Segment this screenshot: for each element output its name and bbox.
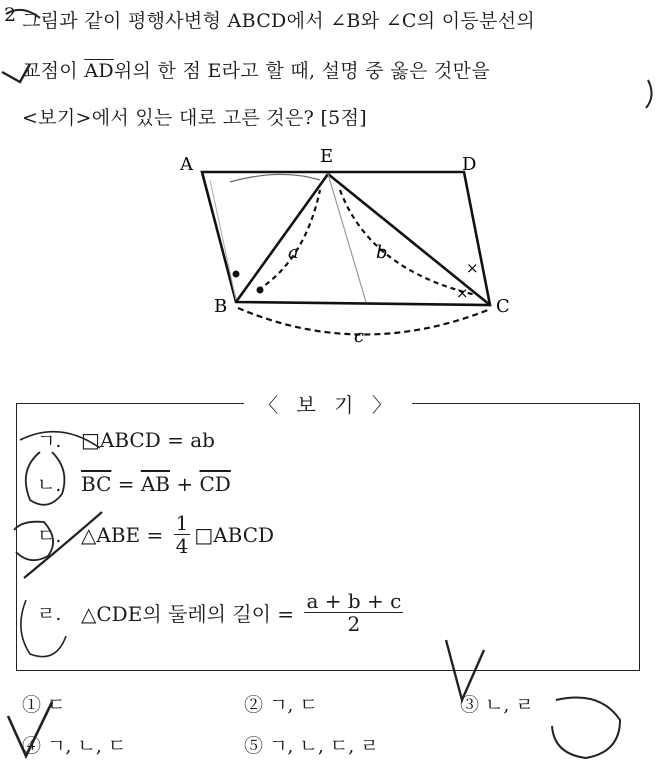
- label-c: C: [496, 296, 510, 317]
- angle-mark-x: ×: [466, 259, 479, 277]
- choice-2[interactable]: [244, 690, 318, 717]
- label-d: D: [462, 154, 477, 175]
- choice-text: ㄷ: [47, 694, 66, 716]
- pen-mark: [552, 698, 620, 759]
- pencil-arc: [230, 174, 320, 182]
- choice-text: ㄴ, ㄹ: [485, 694, 534, 716]
- angle-mark-dot: [257, 287, 264, 294]
- choice-1[interactable]: [22, 690, 65, 717]
- bogi-item-1: [37, 426, 215, 453]
- fraction-denominator: 2: [347, 612, 361, 636]
- bogi-box: [16, 393, 640, 671]
- angle-mark-x: ×: [456, 284, 469, 302]
- bogi-item-4: [37, 590, 407, 635]
- parallelogram-abcd: [202, 172, 490, 305]
- arc-a: [258, 190, 320, 290]
- choice-number: ①: [22, 694, 42, 716]
- choice-number: ②: [244, 694, 264, 716]
- choice-4[interactable]: [22, 731, 126, 758]
- parallelogram-figure: [170, 140, 530, 355]
- choice-3[interactable]: [460, 690, 534, 717]
- bogi-title: 〈 보 기 〉: [244, 389, 412, 418]
- label-e: E: [320, 146, 334, 167]
- label-side-a: a: [288, 242, 299, 263]
- fraction-denominator: 4: [175, 534, 189, 558]
- plus-sign: +: [170, 471, 200, 496]
- question-number-text: 2: [4, 4, 17, 26]
- pen-mark: [646, 80, 652, 108]
- bogi-marker: ㄹ.: [37, 603, 62, 625]
- question-number: [4, 4, 16, 26]
- segment-cd: $\overline{CD}$: [199, 471, 231, 496]
- segment-bc: $\overline{BC}$: [81, 471, 112, 496]
- choice-text: ㄱ, ㄷ: [269, 694, 318, 716]
- arc-b: [340, 190, 476, 295]
- bogi-text-pre: △ABE =: [81, 522, 170, 547]
- label-side-b: b: [376, 242, 388, 263]
- question-line-2-prefix: 교점이: [22, 60, 85, 82]
- fraction: [304, 590, 403, 635]
- fraction-numerator: 1: [175, 511, 189, 535]
- equals-sign: =: [111, 471, 141, 496]
- segment-ab: $\overline{AB}$: [140, 471, 170, 496]
- angle-mark-dot: [233, 271, 240, 278]
- bogi-marker: ㄱ.: [37, 430, 62, 452]
- choice-number: ④: [22, 735, 42, 757]
- pencil-line: [210, 180, 236, 300]
- question-line-1: 그림과 같이 평행사변형 ABCD에서 ∠B와 ∠C의 이등분선의: [22, 10, 536, 32]
- question-line-2-suffix: 위의 한 점 E라고 할 때, 설명 중 옳은 것만을: [113, 60, 490, 82]
- bogi-marker: ㄴ.: [37, 474, 62, 496]
- question-line-2: [22, 56, 490, 83]
- question-line-3: <보기>에서 있는 대로 고른 것은? [5점]: [22, 107, 367, 129]
- bogi-item-2: [37, 470, 231, 497]
- choice-text: ㄱ, ㄴ, ㄷ: [47, 735, 127, 757]
- bogi-marker: ㄷ.: [37, 525, 62, 547]
- figure-svg: [170, 140, 530, 355]
- label-side-c: c: [354, 326, 365, 347]
- bogi-text-post: □ABCD: [194, 522, 275, 547]
- label-b: B: [214, 296, 228, 317]
- choice-number: ⑤: [244, 735, 264, 757]
- label-a: A: [180, 154, 193, 175]
- bogi-item-3: [37, 512, 274, 557]
- fraction: [174, 512, 191, 557]
- segment-ad: $\overline{AD}$: [84, 60, 114, 82]
- choice-5[interactable]: [244, 731, 379, 758]
- bogi-text: □ABCD = ab: [81, 427, 215, 452]
- choice-text: ㄱ, ㄴ, ㄷ, ㄹ: [269, 735, 379, 757]
- fraction-numerator: a + b + c: [306, 589, 402, 613]
- bogi-text-pre: △CDE의 둘레의 길이 =: [81, 602, 301, 626]
- segment-eb: [236, 174, 328, 302]
- choice-number: ③: [460, 694, 480, 716]
- pencil-line: [328, 174, 366, 302]
